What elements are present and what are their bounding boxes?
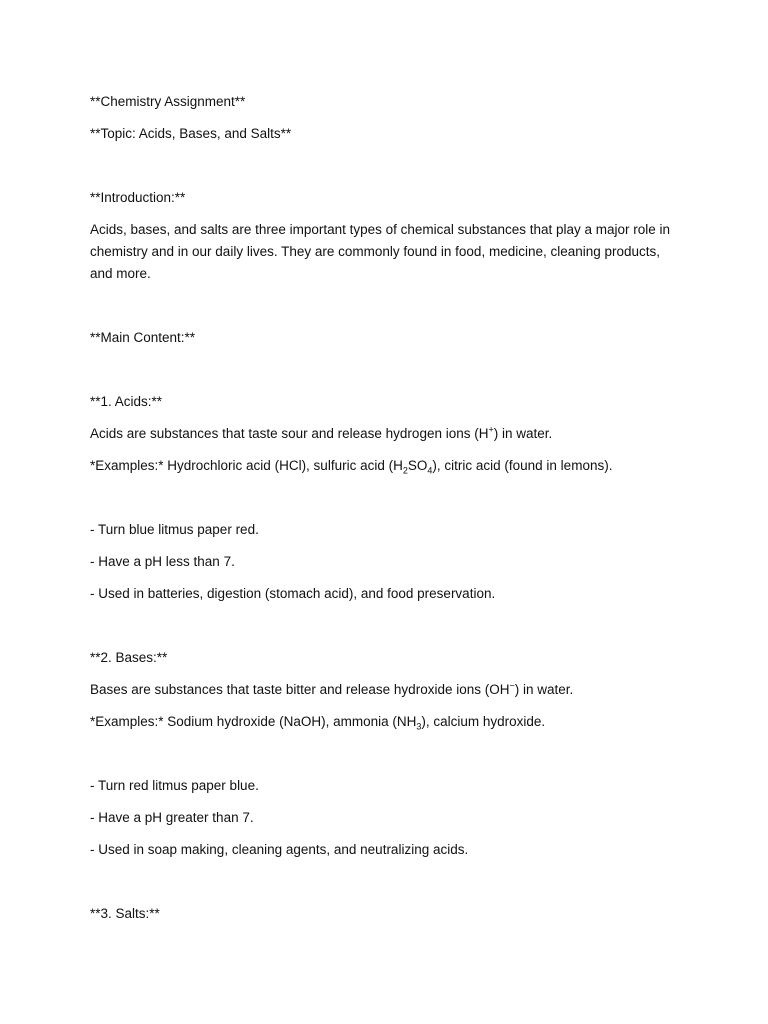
introduction-paragraph: Acids, bases, and salts are three important types of chemical substances that play a major role in chemistry and in our daily lives. They are commonly found in food, medicine, cleaning products, and more. xyxy=(90,222,671,281)
bases-examples: *Examples:* Sodium hydroxide (NaOH), ammonia $(NH_3)$, calcium hydroxide. xyxy=(90,714,546,732)
list-item: - Used in soap making, cleaning agents, and neutralizing acids. xyxy=(90,842,469,857)
spacer xyxy=(90,615,680,647)
spacer xyxy=(90,871,680,903)
spacer xyxy=(90,359,680,391)
bases-definition: Bases are substances that taste bitter and release hydroxide ions (OH−) in water. xyxy=(90,680,574,697)
acids-definition: Acids are substances that taste sour and release hydrogen ions (H+) in water. xyxy=(90,424,553,441)
document-page xyxy=(90,91,680,935)
spacer xyxy=(90,295,680,327)
list-item: - Have a pH greater than 7. xyxy=(90,810,254,825)
spacer xyxy=(90,743,680,775)
document-title: **Chemistry Assignment** xyxy=(90,94,246,109)
bases-heading: **2. Bases:** xyxy=(90,650,168,665)
document-topic: **Topic: Acids, Bases, and Salts** xyxy=(90,126,292,141)
spacer xyxy=(90,155,680,187)
spacer xyxy=(90,487,680,519)
list-item: - Used in batteries, digestion (stomach acid), and food preservation. xyxy=(90,586,496,601)
salts-heading: **3. Salts:** xyxy=(90,906,160,921)
introduction-heading: **Introduction:** xyxy=(90,190,186,205)
acids-examples: *Examples:* Hydrochloric acid (HCl), sulfuric acid $(H_2SO_4)$, citric acid (found in lemons). xyxy=(90,458,613,476)
list-item: - Have a pH less than 7. xyxy=(90,554,235,569)
acids-heading: **1. Acids:** xyxy=(90,394,163,409)
list-item: - Turn blue litmus paper red. xyxy=(90,522,259,537)
main-content-heading: **Main Content:** xyxy=(90,330,196,345)
list-item: - Turn red litmus paper blue. xyxy=(90,778,259,793)
